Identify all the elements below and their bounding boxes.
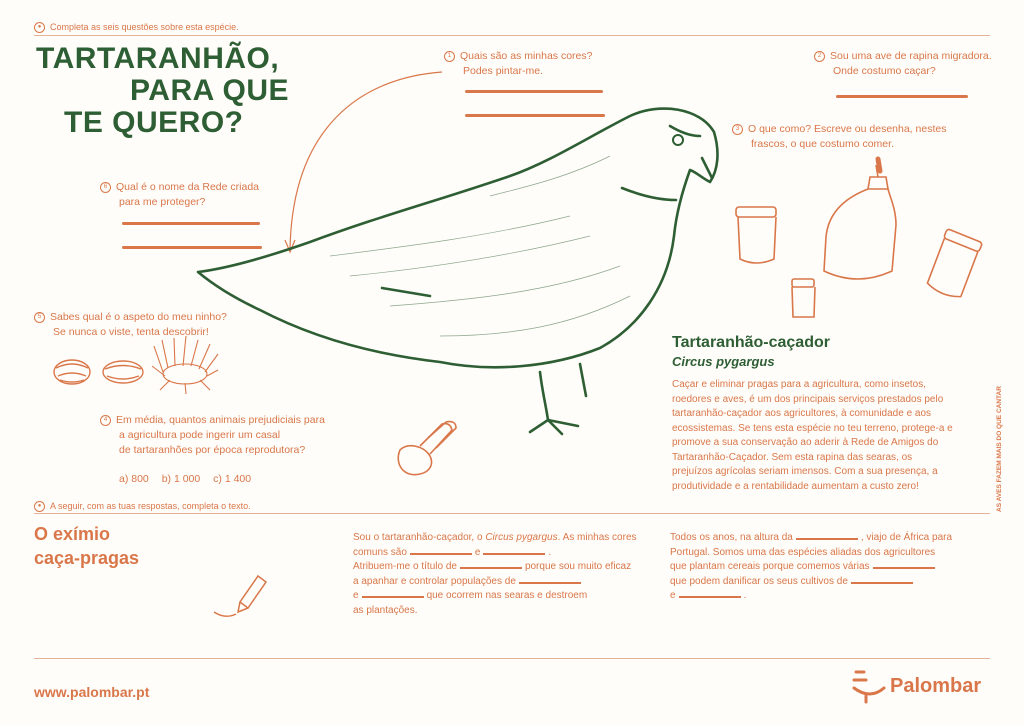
bottle-icon	[824, 165, 896, 279]
blank-field[interactable]	[362, 596, 424, 598]
pellet-drawing	[390, 416, 460, 480]
blank-field[interactable]	[460, 567, 522, 569]
title-line-3: TE QUERO?	[64, 106, 244, 139]
species-scientific-name: Circus pygargus	[672, 354, 775, 369]
option-b[interactable]: b) 1 000	[161, 473, 201, 485]
number-icon: 1	[444, 51, 455, 62]
palombar-logo-icon	[850, 668, 888, 704]
jar-icon	[792, 279, 815, 317]
species-common-name: Tartaranhão-caçador	[672, 334, 830, 351]
title-line-1: TARTARANHÃO,	[36, 42, 280, 75]
section2-title: O exímio caça-pragas	[34, 524, 140, 568]
question-3: 3 O que como? Escreve ou desenha, nestes frascos, o que costumo comer.	[732, 122, 946, 152]
jar-icon	[924, 229, 982, 301]
jar-drawings	[730, 155, 990, 325]
blank-field[interactable]	[519, 582, 581, 584]
blank-field[interactable]	[483, 553, 545, 555]
title-line-2: PARA QUE	[130, 74, 290, 107]
footer-url[interactable]: www.palombar.pt	[34, 684, 150, 700]
header-note: ● Completa as seis questões sobre esta espécie.	[34, 22, 239, 33]
jar-icon	[736, 207, 776, 263]
question-6: 6 Qual é o nome da Rede criada para me proteger?	[100, 180, 259, 210]
brand-logo	[850, 668, 981, 704]
bullet-icon: ●	[34, 501, 45, 512]
blank-field[interactable]	[851, 582, 913, 584]
answer-line-q1a[interactable]	[465, 90, 603, 93]
number-icon: 4	[100, 415, 111, 426]
question-2: 2 Sou uma ave de rapina migradora. Onde costumo caçar?	[814, 49, 992, 79]
fill-text-col2: Todos os anos, na altura da , viajo de África para Portugal. Somos uma das espécies aliadas dos agricultores que plantam cereais porque comemos várias que podem danificar os seus cultivos de e .	[670, 532, 953, 601]
footer-divider	[34, 658, 990, 659]
vertical-tagline: AS AVES FAZEM MAIS DO QUE CANTAR	[996, 386, 1003, 512]
number-icon: 6	[100, 182, 111, 193]
bullet-icon: ●	[34, 22, 45, 33]
question-5: 5 Sabes qual é o aspeto do meu ninho? Se nunca o viste, tenta descobrir!	[34, 310, 227, 340]
answer-line-q2[interactable]	[836, 95, 968, 98]
bird-illustration	[190, 96, 730, 446]
number-icon: 5	[34, 312, 45, 323]
blank-field[interactable]	[679, 596, 741, 598]
number-icon: 3	[732, 124, 743, 135]
blank-field[interactable]	[410, 553, 472, 555]
number-icon: 2	[814, 51, 825, 62]
species-description: Caçar e eliminar pragas para a agricultura, como insetos, roedores e aves, é um dos principais serviços prestados pelo tartaranhão-caçador aos agricultores, à comunidade e aos ecossistemas. Se tens esta espécie no teu terreno, protege-a e promove a sua conservação ao aderir à Rede de Amigos do Tartaranhão-Caçador. Sem esta rapina das searas, os prejuízos agrícolas seriam imensos. Com a sua presença, a produtividade e a rentabilidade aumentam a custo zero!	[672, 379, 953, 492]
blank-field[interactable]	[796, 538, 858, 540]
question-4: 4 Em média, quantos animais prejudiciais para a agricultura pode ingerir um casal de tartaranhões por época reprodutora?	[100, 413, 325, 458]
middle-divider	[34, 513, 990, 514]
answer-options	[119, 472, 251, 487]
brand-name: Palombar	[890, 674, 982, 697]
section2-note: ● A seguir, com as tuas respostas, completa o texto.	[34, 501, 251, 512]
fill-text-col1: Sou o tartaranhão-caçador, o Circus pygargus. As minhas cores comuns são e . Atribuem-me o título de porque sou muito eficaz a apanhar e controlar populações de e que ocorrem nas searas e destroem as plantações.	[353, 532, 637, 616]
nest-icon	[103, 361, 143, 383]
blank-field[interactable]	[873, 567, 935, 569]
option-c[interactable]: c) 1 400	[213, 473, 252, 485]
question-1: 1 Quais são as minhas cores? Podes pintar-me.	[444, 49, 592, 79]
option-a[interactable]: a) 800	[119, 473, 149, 485]
top-divider	[34, 35, 990, 36]
pencil-icon	[210, 572, 270, 622]
nest-icon	[54, 360, 90, 384]
